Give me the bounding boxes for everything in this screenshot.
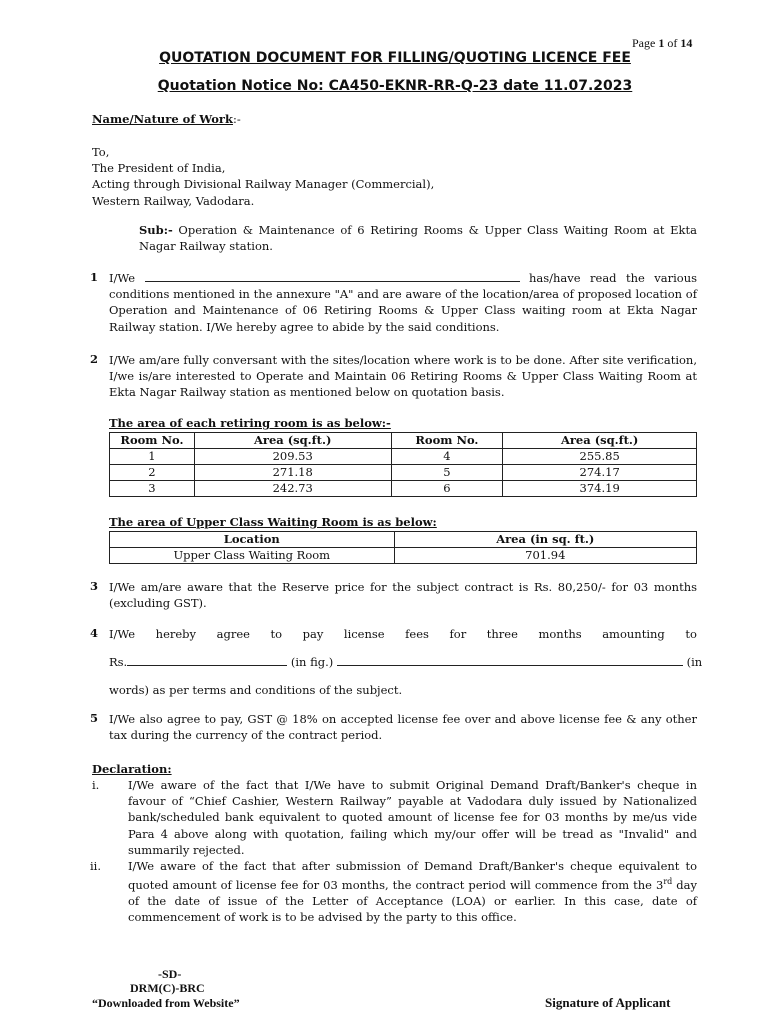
address-line: Western Railway, Vadodara. [92,193,255,208]
rooms-table [109,432,697,497]
table-row [110,548,697,564]
para-1: I/We has/have read the various conditions mentioned in the annexure "A" and are aware of the location/area of proposed location of Operation and Maintenance of 06 Retiring Rooms & Upper Class waiting room at Ekta Nagar Railway station. I/We hereby agree to abide by the said conditions. [109,271,697,334]
amount-words-blank[interactable] [337,654,683,666]
para-4-line-1: I/We hereby agree to pay license fees for three months amounting to [109,627,697,641]
header-area: Area (in sq. ft.) [394,532,696,548]
table-cell: 271.18 [194,465,391,481]
para-number: 1 [90,270,99,284]
signature-label: Signature of Applicant [545,995,671,1010]
downloaded-note: “Downloaded from Website” [92,996,240,1010]
page-number: Page 1 of 14 [632,36,693,50]
table-cell: 209.53 [194,449,391,465]
table-row [110,481,697,497]
header-room-no: Room No. [391,433,503,449]
table-cell: 242.73 [194,481,391,497]
declaration-item-number: ii. [90,859,102,873]
header-location: Location [110,532,395,548]
address-line: Acting through Divisional Railway Manager (Commercial), [92,177,435,192]
waiting-table-caption: The area of Upper Class Waiting Room is as below: [109,515,437,529]
table-header-row [110,433,697,449]
para-4-line-2: Rs. (in fig.) (in [109,655,703,669]
name-of-work-label: Name/Nature of Work:- [92,112,241,126]
declaration-item-1: I/We aware of the fact that I/We have to submit Original Demand Draft/Banker's cheque in favour of “Chief Cashier, Western Railway” payable at Vadodara duly issued by Nationalized bank/scheduled bank equivalent to quoted amount of license fee for 03 months by me/us vide Para 4 above along with quotation, failing which my/our offer will be tread as "Invalid" and summarily rejected. [128,778,697,857]
table-cell: 2 [110,465,195,481]
table-row [110,449,697,465]
address-block [92,144,434,209]
header-area: Area (sq.ft.) [503,433,697,449]
para-3: I/We am/are aware that the Reserve price for the subject contract is Rs. 80,250/- for 03 months (excluding GST). [109,580,697,611]
table-cell: 255.85 [503,449,697,465]
table-cell: 3 [110,481,195,497]
table-header-row [110,532,697,548]
table-cell: 374.19 [503,481,697,497]
table-cell: Upper Class Waiting Room [110,548,395,564]
declaration-heading: Declaration: [92,762,172,776]
para-number: 3 [90,579,99,593]
para-4-line-3: words) as per terms and conditions of the subject. [109,683,403,697]
para-5: I/We also agree to pay, GST @ 18% on accepted license fee over and above license fee & any other tax during the currency of the contract period. [109,712,697,743]
address-line: The President of India, [92,161,226,176]
table-cell: 1 [110,449,195,465]
para-number: 2 [90,352,99,366]
amount-figures-blank[interactable] [127,654,287,666]
rooms-table-caption: The area of each retiring room is as below:- [109,416,391,430]
table-cell: 4 [391,449,503,465]
declaration-item-number: i. [92,778,100,792]
sd-mark: -SD- [158,967,182,981]
table-row [110,465,697,481]
table-cell: 6 [391,481,503,497]
waiting-room-table [109,531,697,564]
table-cell: 274.17 [503,465,697,481]
subject-line: Sub:- Operation & Maintenance of 6 Retiring Rooms & Upper Class Waiting Room at Ekta Nagar Railway station. [139,223,697,254]
header-area: Area (sq.ft.) [194,433,391,449]
declaration-item-2: I/We aware of the fact that after submission of Demand Draft/Banker's cheque equivalent to quoted amount of license fee for 03 months, the contract period will commence from the 3rd day of the date of issue of the Letter of Acceptance (LOA) or earlier. In this case, date of commencement of work is to be advised by the party to this office. [128,859,697,925]
header-room-no: Room No. [110,433,195,449]
table-cell: 5 [391,465,503,481]
document-title: QUOTATION DOCUMENT FOR FILLING/QUOTING LICENCE FEE [159,50,631,66]
para-number: 4 [90,626,99,640]
quotation-notice: Quotation Notice No: CA450-EKNR-RR-Q-23 date 11.07.2023 [157,78,633,94]
table-cell: 701.94 [394,548,696,564]
para-number: 5 [90,711,99,725]
para-2: I/We am/are fully conversant with the sites/location where work is to be done. After site verification, I/we is/are interested to Operate and Maintain 06 Retiring Rooms & Upper Class Waiting Room at Ekta Nagar Railway station as mentioned below on quotation basis. [109,353,697,400]
address-line: To, [92,145,110,159]
office-code: DRM(C)-BRC [130,981,205,995]
